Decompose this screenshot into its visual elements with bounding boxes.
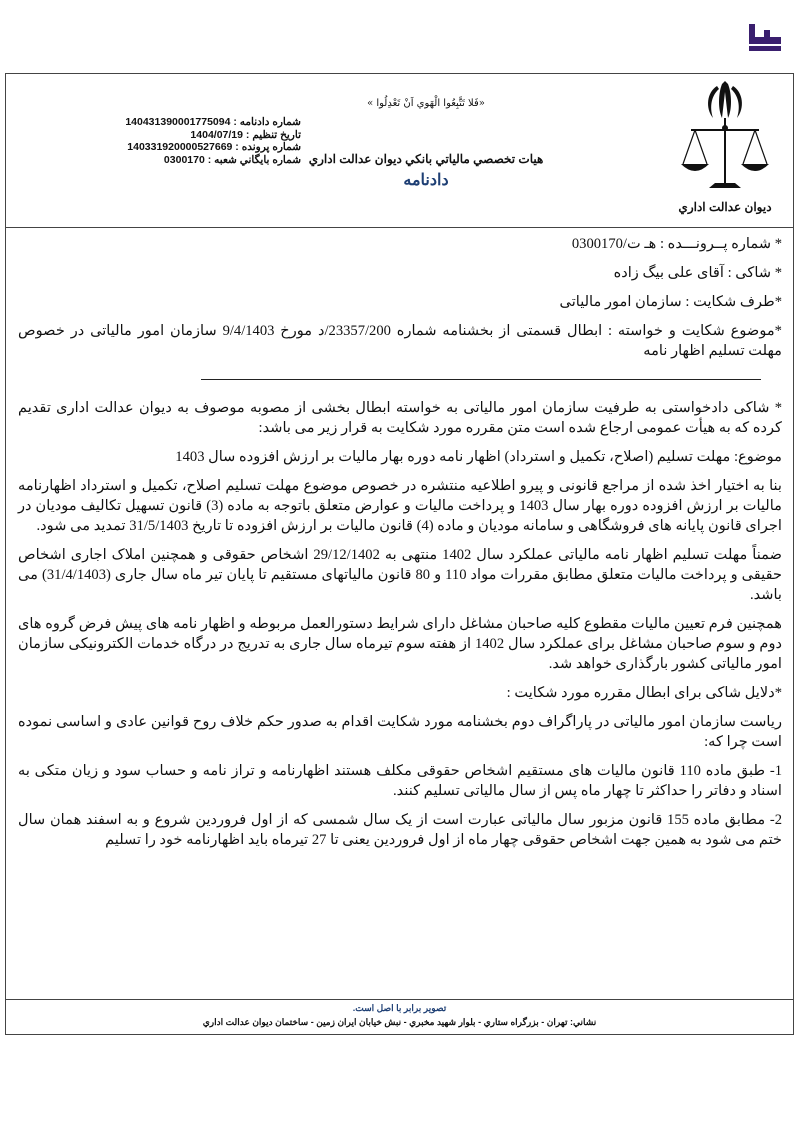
document-body bbox=[18, 234, 782, 854]
board-name: هيات تخصصي مالياتي بانكي ديوان عدالت اداري bbox=[308, 152, 544, 166]
paragraph: 1- طبق ماده 110 قانون مالیات های مستقیم اشخاص حقوقی مکلف هستند اظهارنامه و تراز نامه و حساب سود و زیان متکی به اسناد و دفاتر را حداکثر تا چهار ماه پس از سال مالیاتی تسلیم کنند. bbox=[18, 763, 782, 799]
corner-logo-icon bbox=[746, 22, 784, 52]
quranic-verse: «فَلا تَتَّبِعُوا الْهَوي اَنْ تَعْدِلُوا » bbox=[367, 98, 485, 109]
archive-number: شماره بايگاني شعبه : 0300170 bbox=[163, 153, 301, 166]
document-footer bbox=[6, 999, 793, 1034]
file-number: * شماره پــرونـــده : هـ ت/0300170 bbox=[571, 236, 782, 252]
document-title: دادنامه bbox=[403, 172, 449, 189]
court-address: نشاني: تهران - بزرگراه ستاري - بلوار شهيد مخبري - نبش خيابان ايران زمين - ساختمان ديوان عدالت اداري bbox=[202, 1017, 597, 1027]
court-emblem bbox=[671, 80, 779, 222]
paragraph: *دلایل شاکی برای ابطال مقرره مورد شکایت : bbox=[506, 685, 782, 701]
paragraph: همچنین فرم تعیین مالیات مقطوع کلیه صاحبان مشاغل دارای شرایط دستورالعمل مربوطه و اظهار نامه های پیش فرض گروه های دوم و سوم صاحبان مشاغل برای عملکرد سال 1402 از هفته سوم تیرماه سال جاری به تدریج در درگاه خدمات الکترونیکی سازمان امور مالیاتی کشور بارگذاری خواهد شد. bbox=[18, 616, 782, 672]
complaint-subject: *موضوع شکایت و خواسته : ابطال قسمتی از بخشنامه شماره 23357/200/د مورخ 9/4/1403 سازمان امور مالیاتی در خصوص مهلت تسلیم اظهار نامه bbox=[18, 323, 782, 359]
paragraph: بنا به اختیار اخذ شده از مراجع قانونی و پیرو اطلاعیه منتشره در خصوص موضوع مهلت تسلیم اصلاح، تکمیل و استرداد اظهارنامه مالیات بر ارزش افزوده دوره بهار سال 1403 و پرداخت مالیات و عوارض متعلق باتوجه به ماده (3) قانون تسهیل تکالیف مودیان در اجرای قانون پایانه های فروشگاهی و سامانه مودیان و ماده (4) قانون مالیات بر ارزش افزوده تا تاریخ 31/5/1403 تمدید می شود. bbox=[18, 478, 783, 534]
verdict-number: شماره دادنامه : 140431390001775094 bbox=[125, 116, 301, 128]
document-frame bbox=[5, 73, 794, 1035]
certified-copy-note: تصوير برابر با اصل است. bbox=[352, 1003, 447, 1013]
case-number: شماره پرونده : 140331920000527669 bbox=[127, 141, 301, 153]
court-name: ديوان عدالت اداري bbox=[678, 200, 772, 214]
issue-date: تاريخ تنظيم : 1404/07/19 bbox=[190, 128, 301, 141]
paragraph: موضوع: مهلت تسلیم (اصلاح، تکمیل و استرداد) اظهار نامه دوره بهار مالیات بر ارزش افزوده سال 1403 bbox=[175, 449, 782, 465]
defendant: *طرف شکایت : سازمان امور مالیاتی bbox=[559, 294, 782, 310]
paragraph: ضمناً مهلت تسلیم اظهار نامه مالیاتی عملکرد سال 1402 منتهی به 29/12/1402 اشخاص حقوقی و همچنین املاک اجاری اشخاص حقیقی و پرداخت مالیات متعلق مطابق مقررات مواد 110 و 80 قانون مالیاتهای مستقیم تا پایان تیر ماه سال جاری (31/4/1403) می باشد. bbox=[18, 547, 782, 603]
document-meta bbox=[61, 116, 301, 166]
plaintiff: * شاکی : آقای علی بیگ زاده bbox=[613, 265, 782, 281]
paragraph: ریاست سازمان امور مالیاتی در پاراگراف دوم بخشنامه مورد شکایت اقدام به صدور حکم خلاف روح قوانین عادی و اساسی نموده است چرا که: bbox=[18, 714, 782, 750]
paragraph: * شاکی دادخواستی به طرفیت سازمان امور مالیاتی به خواسته ابطال بخشی از مصوبه موصوف به دیوان عدالت اداری تقدیم کرده که به هیأت عمومی ارجاع شده است متن مقرره مورد شکایت به قرار زیر می باشد: bbox=[18, 400, 782, 436]
iran-emblem-scales-icon bbox=[679, 80, 771, 198]
section-divider bbox=[201, 379, 761, 380]
document-header bbox=[6, 74, 793, 228]
paragraph: 2- مطابق ماده 155 قانون مزبور سال مالیاتی عبارت است از یک سال شمسی که از اول فروردین شروع و به اسفند همان سال ختم می شود به همین جهت اشخاص حقوقی چهار ماه از اول فروردین یعنی تا 27 تیرماه باید اظهارنامه خود را تسلیم bbox=[18, 812, 782, 848]
